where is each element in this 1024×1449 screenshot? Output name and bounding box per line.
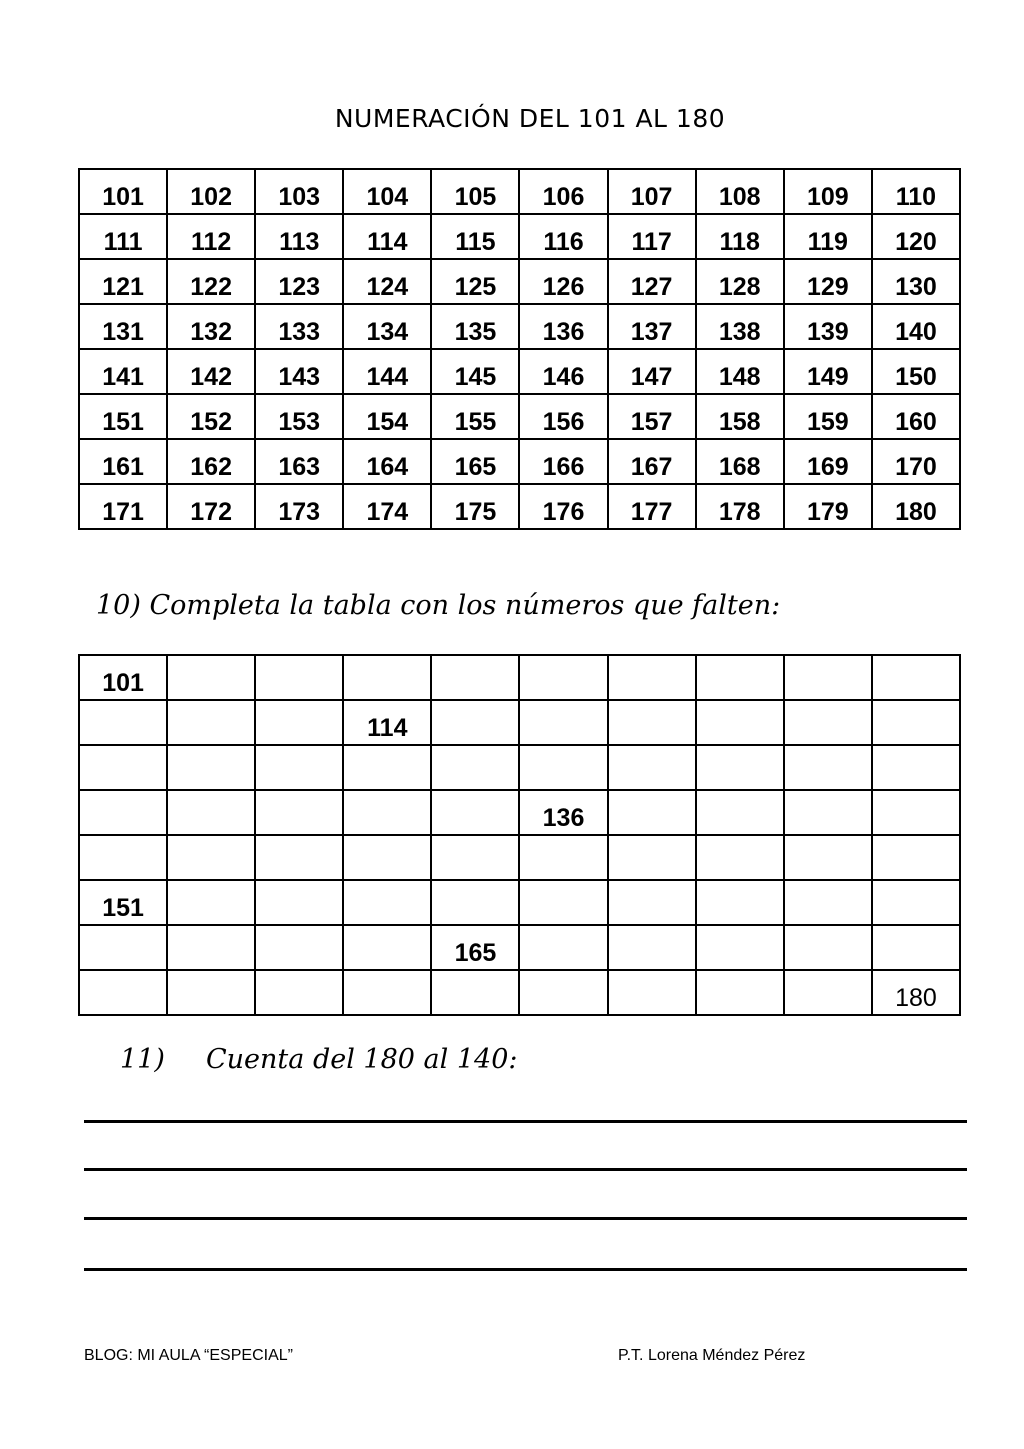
fill-cell[interactable] — [79, 970, 167, 1015]
number-cell — [431, 304, 519, 349]
number-cell-value: 153 — [278, 408, 321, 436]
fill-cell[interactable] — [167, 970, 255, 1015]
number-cell — [519, 214, 607, 259]
number-cell-value: 143 — [278, 363, 321, 391]
fill-cell[interactable] — [255, 835, 343, 880]
number-cell — [784, 394, 872, 439]
number-cell-value: 125 — [454, 273, 497, 301]
number-cell — [872, 439, 960, 484]
number-cell-value: 124 — [366, 273, 409, 301]
table-row — [79, 169, 960, 214]
fill-cell[interactable] — [784, 655, 872, 700]
number-cell-value: 121 — [102, 273, 144, 301]
number-cell — [784, 169, 872, 214]
fill-cell[interactable] — [343, 880, 431, 925]
fill-cell[interactable] — [519, 880, 607, 925]
fill-cell[interactable] — [343, 970, 431, 1015]
number-cell-value: 119 — [807, 228, 848, 256]
number-cell-value: 111 — [103, 228, 143, 256]
table-row — [79, 700, 960, 745]
fill-cell-value: 151 — [102, 894, 144, 922]
fill-cell[interactable] — [519, 970, 607, 1015]
number-cell — [519, 304, 607, 349]
number-cell — [431, 349, 519, 394]
number-cell-value: 127 — [630, 273, 673, 301]
number-cell — [696, 259, 784, 304]
number-cell — [608, 349, 696, 394]
fill-cell[interactable] — [608, 880, 696, 925]
fill-cell-value: 136 — [542, 804, 585, 832]
exercise-11-number: 11) — [120, 1044, 165, 1075]
number-cell — [255, 484, 343, 529]
number-cell-value: 118 — [719, 228, 760, 256]
number-cell-value: 149 — [806, 363, 849, 391]
number-cell-value: 145 — [454, 363, 497, 391]
number-cell-value: 151 — [102, 408, 144, 436]
fill-cell[interactable] — [872, 655, 960, 700]
number-cell — [255, 169, 343, 214]
fill-cell[interactable] — [608, 655, 696, 700]
fill-cell[interactable] — [255, 655, 343, 700]
number-cell-value: 110 — [895, 183, 937, 211]
number-cell — [608, 484, 696, 529]
number-cell-value: 156 — [542, 408, 585, 436]
number-cell — [696, 439, 784, 484]
answer-line[interactable] — [84, 1217, 967, 1220]
number-cell — [608, 169, 696, 214]
number-cell-value: 106 — [542, 183, 585, 211]
number-cell-value: 165 — [454, 453, 497, 481]
number-cell-value: 108 — [718, 183, 761, 211]
number-cell — [167, 169, 255, 214]
fill-cell[interactable] — [431, 655, 519, 700]
fill-cell[interactable] — [784, 700, 872, 745]
number-cell — [343, 259, 431, 304]
number-cell — [431, 214, 519, 259]
number-cell — [519, 439, 607, 484]
number-table — [78, 168, 961, 530]
number-cell — [343, 304, 431, 349]
number-cell — [343, 169, 431, 214]
number-cell-value: 175 — [454, 498, 497, 526]
number-cell — [431, 169, 519, 214]
page-title: NUMERACIÓN DEL 101 AL 180 — [334, 104, 726, 133]
number-cell — [872, 484, 960, 529]
fill-cell[interactable] — [696, 880, 784, 925]
table-row — [79, 484, 960, 529]
number-cell — [255, 349, 343, 394]
number-cell — [167, 394, 255, 439]
number-cell — [696, 484, 784, 529]
number-cell — [167, 304, 255, 349]
number-cell-value: 163 — [278, 453, 321, 481]
number-cell-value: 157 — [630, 408, 673, 436]
fill-cell[interactable] — [343, 835, 431, 880]
fill-cell[interactable] — [167, 745, 255, 790]
number-cell — [255, 304, 343, 349]
number-cell — [79, 169, 167, 214]
number-cell — [167, 439, 255, 484]
number-cell-value: 129 — [806, 273, 849, 301]
number-cell-value: 113 — [279, 228, 320, 256]
number-cell — [519, 484, 607, 529]
number-cell — [167, 484, 255, 529]
number-cell — [696, 394, 784, 439]
fill-cell[interactable] — [255, 700, 343, 745]
table-row — [79, 745, 960, 790]
fill-cell-value: 101 — [102, 669, 144, 697]
fill-cell — [431, 925, 519, 970]
fill-cell[interactable] — [519, 925, 607, 970]
fill-cell[interactable] — [608, 970, 696, 1015]
fill-cell — [79, 880, 167, 925]
number-cell-value: 174 — [366, 498, 409, 526]
fill-cell[interactable] — [255, 790, 343, 835]
exercise-10-instruction: 10) Completa la tabla con los números que falten: — [96, 590, 781, 621]
fill-cell[interactable] — [696, 925, 784, 970]
table-row — [79, 304, 960, 349]
number-cell — [872, 394, 960, 439]
fill-cell[interactable] — [431, 835, 519, 880]
number-cell-value: 112 — [190, 228, 232, 256]
fill-cell-value: 114 — [367, 714, 408, 742]
number-cell — [167, 214, 255, 259]
fill-cell — [519, 790, 607, 835]
table-row — [79, 655, 960, 700]
number-cell — [872, 214, 960, 259]
number-cell-value: 166 — [542, 453, 585, 481]
number-cell-value: 109 — [806, 183, 849, 211]
fill-cell[interactable] — [519, 745, 607, 790]
fill-cell[interactable] — [255, 880, 343, 925]
footer-author: P.T. Lorena Méndez Pérez — [618, 1347, 806, 1364]
fill-cell[interactable] — [431, 880, 519, 925]
number-cell — [431, 439, 519, 484]
exercise-11-text: Cuenta del 180 al 140: — [206, 1044, 518, 1075]
number-cell-value: 171 — [102, 498, 144, 526]
number-cell-value: 160 — [895, 408, 937, 436]
number-cell-value: 148 — [718, 363, 761, 391]
fill-cell[interactable] — [167, 655, 255, 700]
number-cell — [431, 394, 519, 439]
fill-cell[interactable] — [79, 925, 167, 970]
number-cell — [343, 484, 431, 529]
number-cell-value: 138 — [718, 318, 761, 346]
number-cell-value: 128 — [718, 273, 761, 301]
number-cell-value: 176 — [542, 498, 585, 526]
number-cell-value: 170 — [895, 453, 937, 481]
number-cell — [255, 214, 343, 259]
fill-cell[interactable] — [79, 835, 167, 880]
number-cell-value: 168 — [718, 453, 761, 481]
table-row — [79, 790, 960, 835]
number-cell — [79, 439, 167, 484]
number-cell-value: 142 — [190, 363, 232, 391]
number-cell-value: 155 — [454, 408, 497, 436]
number-cell — [784, 304, 872, 349]
fill-cell[interactable] — [872, 790, 960, 835]
fill-cell[interactable] — [167, 790, 255, 835]
fill-cell[interactable] — [872, 700, 960, 745]
fill-cell[interactable] — [431, 745, 519, 790]
number-cell — [519, 349, 607, 394]
fill-cell[interactable] — [608, 700, 696, 745]
number-cell — [696, 349, 784, 394]
number-cell-value: 140 — [895, 318, 937, 346]
number-cell-value: 161 — [102, 453, 144, 481]
fill-cell[interactable] — [608, 925, 696, 970]
number-cell-value: 123 — [278, 273, 321, 301]
fill-cell[interactable] — [784, 880, 872, 925]
number-cell-value: 147 — [630, 363, 673, 391]
fill-cell[interactable] — [167, 880, 255, 925]
fill-cell[interactable] — [784, 745, 872, 790]
number-cell-value: 178 — [718, 498, 761, 526]
fill-cell[interactable] — [784, 925, 872, 970]
fill-cell[interactable] — [431, 790, 519, 835]
number-cell — [608, 259, 696, 304]
number-cell-value: 115 — [455, 228, 496, 256]
number-cell — [696, 169, 784, 214]
number-cell-value: 177 — [630, 498, 673, 526]
number-cell-value: 159 — [806, 408, 849, 436]
number-cell-value: 144 — [366, 363, 409, 391]
number-cell-value: 133 — [278, 318, 321, 346]
table-row — [79, 439, 960, 484]
number-cell-value: 172 — [190, 498, 232, 526]
number-cell — [255, 439, 343, 484]
number-cell — [431, 259, 519, 304]
number-cell-value: 126 — [542, 273, 585, 301]
fill-cell[interactable] — [79, 745, 167, 790]
fill-cell[interactable] — [431, 970, 519, 1015]
footer-blog: BLOG: MI AULA “ESPECIAL” — [84, 1347, 293, 1364]
fill-cell[interactable] — [79, 790, 167, 835]
number-cell — [79, 349, 167, 394]
number-cell-value: 146 — [542, 363, 585, 391]
fill-cell[interactable] — [784, 835, 872, 880]
number-cell — [872, 304, 960, 349]
fill-cell[interactable] — [872, 880, 960, 925]
fill-cell[interactable] — [343, 745, 431, 790]
fill-cell — [872, 970, 960, 1015]
number-cell — [784, 349, 872, 394]
fill-cell[interactable] — [872, 925, 960, 970]
number-cell — [608, 304, 696, 349]
number-cell-value: 102 — [190, 183, 232, 211]
table-row — [79, 970, 960, 1015]
number-cell — [872, 259, 960, 304]
number-cell — [608, 394, 696, 439]
number-cell-value: 158 — [718, 408, 761, 436]
fill-cell[interactable] — [872, 835, 960, 880]
fill-cell[interactable] — [167, 700, 255, 745]
fill-cell[interactable] — [519, 835, 607, 880]
number-cell-value: 116 — [543, 228, 584, 256]
answer-line[interactable] — [84, 1168, 967, 1171]
fill-cell[interactable] — [79, 700, 167, 745]
number-cell — [784, 484, 872, 529]
number-cell — [255, 259, 343, 304]
fill-cell[interactable] — [255, 970, 343, 1015]
number-cell-value: 107 — [630, 183, 673, 211]
number-cell-value: 139 — [806, 318, 849, 346]
number-cell-value: 164 — [366, 453, 409, 481]
number-cell — [696, 214, 784, 259]
number-cell — [167, 259, 255, 304]
number-cell — [784, 259, 872, 304]
number-cell — [608, 214, 696, 259]
fill-cell[interactable] — [167, 835, 255, 880]
fill-cell — [79, 655, 167, 700]
table-row — [79, 394, 960, 439]
number-cell — [696, 304, 784, 349]
number-cell — [784, 214, 872, 259]
number-cell-value: 103 — [278, 183, 321, 211]
fill-cell[interactable] — [872, 745, 960, 790]
fill-cell[interactable] — [696, 700, 784, 745]
table-row — [79, 214, 960, 259]
number-cell-value: 141 — [102, 363, 144, 391]
number-cell — [343, 214, 431, 259]
fill-cell[interactable] — [255, 745, 343, 790]
number-cell-value: 131 — [102, 318, 144, 346]
number-cell-value: 122 — [190, 273, 232, 301]
number-cell-value: 120 — [895, 228, 937, 256]
fill-cell[interactable] — [343, 790, 431, 835]
number-cell — [167, 349, 255, 394]
fill-cell[interactable] — [696, 655, 784, 700]
number-cell-value: 162 — [190, 453, 232, 481]
answer-line[interactable] — [84, 1120, 967, 1123]
fill-cell[interactable] — [696, 745, 784, 790]
fill-cell[interactable] — [167, 925, 255, 970]
fill-cell[interactable] — [608, 745, 696, 790]
fill-cell[interactable] — [696, 835, 784, 880]
table-row — [79, 835, 960, 880]
number-cell — [79, 259, 167, 304]
number-cell — [79, 304, 167, 349]
fill-cell — [343, 700, 431, 745]
number-cell — [79, 214, 167, 259]
number-cell-value: 136 — [542, 318, 585, 346]
number-cell-value: 104 — [366, 183, 409, 211]
table-row — [79, 259, 960, 304]
number-cell — [519, 259, 607, 304]
number-cell — [872, 349, 960, 394]
number-cell-value: 132 — [190, 318, 232, 346]
number-cell-value: 134 — [366, 318, 409, 346]
number-cell — [519, 394, 607, 439]
number-cell-value: 114 — [367, 228, 408, 256]
fill-cell[interactable] — [431, 700, 519, 745]
number-cell — [343, 349, 431, 394]
number-cell-value: 117 — [631, 228, 672, 256]
fill-cell[interactable] — [696, 790, 784, 835]
table-row — [79, 880, 960, 925]
number-cell-value: 105 — [454, 183, 497, 211]
number-cell-value: 130 — [895, 273, 937, 301]
number-cell-value: 150 — [895, 363, 937, 391]
number-cell — [79, 484, 167, 529]
number-cell-value: 101 — [102, 183, 144, 211]
fill-cell-value: 165 — [454, 939, 497, 967]
number-cell-value: 137 — [630, 318, 673, 346]
answer-line[interactable] — [84, 1268, 967, 1271]
number-cell-value: 154 — [366, 408, 409, 436]
number-cell-value: 167 — [630, 453, 673, 481]
number-cell-value: 152 — [190, 408, 232, 436]
fill-in-table — [78, 654, 961, 1016]
fill-cell[interactable] — [696, 970, 784, 1015]
number-cell-value: 180 — [895, 498, 937, 526]
fill-cell[interactable] — [608, 835, 696, 880]
number-cell — [872, 169, 960, 214]
number-cell-value: 173 — [278, 498, 321, 526]
fill-cell[interactable] — [255, 925, 343, 970]
fill-cell[interactable] — [784, 970, 872, 1015]
number-cell-value: 135 — [454, 318, 497, 346]
fill-cell[interactable] — [519, 655, 607, 700]
number-cell — [79, 394, 167, 439]
number-cell-value: 169 — [806, 453, 849, 481]
fill-cell[interactable] — [784, 790, 872, 835]
fill-cell[interactable] — [519, 700, 607, 745]
fill-cell[interactable] — [343, 655, 431, 700]
number-cell — [431, 484, 519, 529]
number-cell — [343, 394, 431, 439]
fill-cell-value: 180 — [895, 984, 937, 1012]
number-cell — [519, 169, 607, 214]
number-cell — [608, 439, 696, 484]
number-cell-value: 179 — [806, 498, 849, 526]
table-row — [79, 925, 960, 970]
fill-cell[interactable] — [343, 925, 431, 970]
number-cell — [255, 394, 343, 439]
fill-cell[interactable] — [608, 790, 696, 835]
table-row — [79, 349, 960, 394]
number-cell — [343, 439, 431, 484]
number-cell — [784, 439, 872, 484]
exercise-11-instruction — [120, 1044, 518, 1075]
